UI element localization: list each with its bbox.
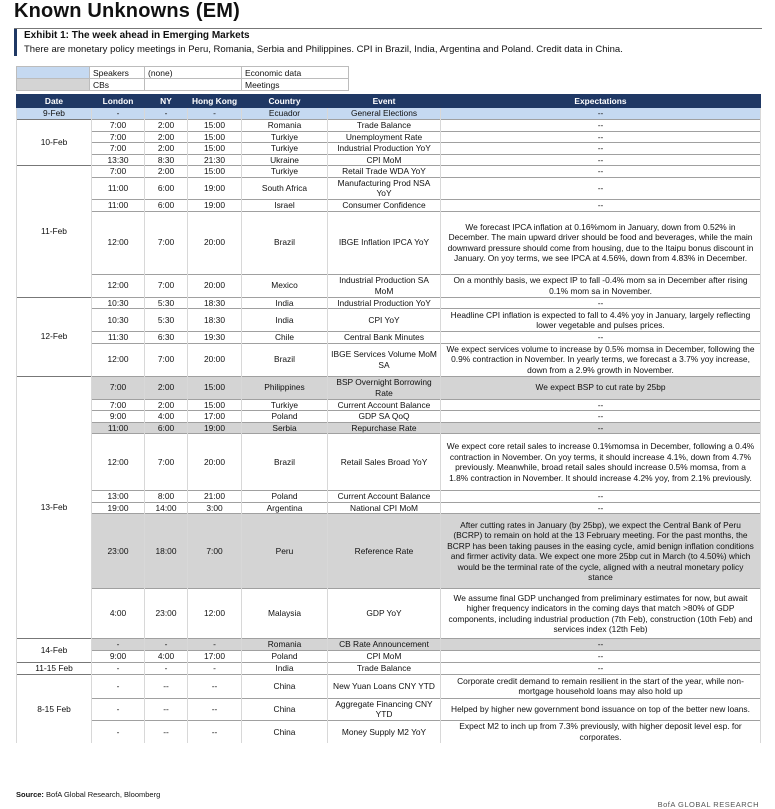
- table-row: [17, 120, 761, 132]
- event-cell: Industrial Production YoY: [328, 297, 441, 309]
- country-cell: Poland: [242, 650, 328, 662]
- london-cell: 7:00: [92, 143, 145, 155]
- exhibit-accent-bar: [14, 29, 17, 56]
- ny-cell: 2:00: [145, 376, 188, 399]
- date-cell: 10-Feb: [17, 120, 92, 166]
- ny-cell: 2:00: [145, 399, 188, 411]
- country-cell: China: [242, 674, 328, 698]
- country-cell: Ecuador: [242, 108, 328, 120]
- country-cell: Philippines: [242, 376, 328, 399]
- ny-cell: 6:30: [145, 332, 188, 344]
- table-row: [17, 143, 761, 155]
- hong-kong-cell: 21:30: [188, 154, 242, 166]
- ny-cell: 6:00: [145, 199, 188, 211]
- ny-cell: 6:00: [145, 422, 188, 434]
- title-divider: [14, 28, 762, 29]
- source-label: Source:: [16, 790, 44, 799]
- expectations-cell: --: [441, 639, 761, 651]
- table-row: [17, 650, 761, 662]
- hong-kong-cell: 15:00: [188, 120, 242, 132]
- ny-cell: 14:00: [145, 502, 188, 514]
- date-cell: 9-Feb: [17, 108, 92, 120]
- ny-cell: 2:00: [145, 131, 188, 143]
- date-cell: 14-Feb: [17, 639, 92, 663]
- hong-kong-cell: 15:00: [188, 166, 242, 178]
- london-cell: 9:00: [92, 650, 145, 662]
- expectations-cell: --: [441, 120, 761, 132]
- expectations-cell: Helped by higher new government bond issuance on top of the better new loans.: [441, 698, 761, 720]
- country-cell: Turkiye: [242, 143, 328, 155]
- expectations-cell: Corporate credit demand to remain resilient in the start of the year, while non-mortgage household loans may also hold up: [441, 674, 761, 698]
- expectations-cell: --: [441, 199, 761, 211]
- london-cell: -: [92, 108, 145, 120]
- event-cell: General Elections: [328, 108, 441, 120]
- ny-cell: 7:00: [145, 434, 188, 491]
- expectations-cell: --: [441, 422, 761, 434]
- date-cell: 8-15 Feb: [17, 674, 92, 743]
- table-row: [17, 177, 761, 199]
- hong-kong-cell: -: [188, 639, 242, 651]
- table-row: [17, 297, 761, 309]
- london-cell: 10:30: [92, 309, 145, 332]
- hong-kong-cell: 15:00: [188, 131, 242, 143]
- date-cell: 11-15 Feb: [17, 662, 92, 674]
- country-cell: China: [242, 698, 328, 720]
- london-cell: 7:00: [92, 120, 145, 132]
- london-cell: 12:00: [92, 211, 145, 274]
- table-row: [17, 662, 761, 674]
- ny-cell: 2:00: [145, 143, 188, 155]
- expectations-cell: --: [441, 297, 761, 309]
- table-row: [17, 108, 761, 120]
- column-header-expectations: Expectations: [441, 95, 761, 108]
- expectations-cell: We expect BSP to cut rate by 25bp: [441, 376, 761, 399]
- expectations-cell: --: [441, 166, 761, 178]
- country-cell: Ukraine: [242, 154, 328, 166]
- ny-cell: 7:00: [145, 274, 188, 297]
- table-header-row: [17, 95, 761, 108]
- ny-cell: --: [145, 698, 188, 720]
- expectations-cell: --: [441, 491, 761, 503]
- event-cell: Retail Sales Broad YoY: [328, 434, 441, 491]
- london-cell: 12:00: [92, 274, 145, 297]
- column-header-date: Date: [17, 95, 92, 108]
- country-cell: Turkiye: [242, 131, 328, 143]
- event-cell: CB Rate Announcement: [328, 639, 441, 651]
- date-cell: 12-Feb: [17, 297, 92, 376]
- country-cell: Romania: [242, 120, 328, 132]
- column-header-ny: NY: [145, 95, 188, 108]
- ny-cell: 2:00: [145, 120, 188, 132]
- hong-kong-cell: 19:00: [188, 422, 242, 434]
- hong-kong-cell: 19:00: [188, 177, 242, 199]
- event-cell: IBGE Inflation IPCA YoY: [328, 211, 441, 274]
- london-cell: 13:30: [92, 154, 145, 166]
- event-cell: New Yuan Loans CNY YTD: [328, 674, 441, 698]
- expectations-cell: --: [441, 108, 761, 120]
- expectations-cell: --: [441, 650, 761, 662]
- column-header-london: London: [92, 95, 145, 108]
- exhibit-title: Exhibit 1: The week ahead in Emerging Markets: [24, 30, 250, 41]
- legend-row-speakers: [17, 67, 349, 79]
- hong-kong-cell: 21:00: [188, 491, 242, 503]
- event-cell: National CPI MoM: [328, 502, 441, 514]
- table-row: [17, 399, 761, 411]
- table-row: [17, 131, 761, 143]
- hong-kong-cell: 15:00: [188, 376, 242, 399]
- table-row: [17, 376, 761, 399]
- london-cell: 19:00: [92, 502, 145, 514]
- hong-kong-cell: 7:00: [188, 514, 242, 589]
- london-cell: 4:00: [92, 589, 145, 639]
- table-row: [17, 154, 761, 166]
- london-cell: 23:00: [92, 514, 145, 589]
- legend-speakers-label: Speakers: [90, 67, 145, 79]
- event-cell: IBGE Services Volume MoM SA: [328, 343, 441, 376]
- expectations-cell: We expect core retail sales to increase 0.1%momsa in December, following a 0.4% contraction in November. On yoy terms, it should increase 4.1%, down from 4.7% previously. Meanwhile, broad retail sales should increase 0.5% momsa, from a 1.8% contraction in November. It should increase 4.2% yoy, from 2.1% previously.: [441, 434, 761, 491]
- column-header-hong-kong: Hong Kong: [188, 95, 242, 108]
- table-row: [17, 211, 761, 274]
- event-cell: Trade Balance: [328, 662, 441, 674]
- exhibit-subtitle: There are monetary policy meetings in Peru, Romania, Serbia and Philippines. CPI in Brazil, India, Argentina and Poland. Credit data in China.: [24, 44, 623, 55]
- london-cell: -: [92, 720, 145, 743]
- ny-cell: 6:00: [145, 177, 188, 199]
- table-row: [17, 422, 761, 434]
- event-cell: Manufacturing Prod NSA YoY: [328, 177, 441, 199]
- london-cell: 12:00: [92, 434, 145, 491]
- london-cell: -: [92, 674, 145, 698]
- event-cell: Industrial Production YoY: [328, 143, 441, 155]
- table-row: [17, 502, 761, 514]
- event-cell: GDP YoY: [328, 589, 441, 639]
- table-row: [17, 491, 761, 503]
- london-cell: 11:00: [92, 422, 145, 434]
- country-cell: Chile: [242, 332, 328, 344]
- expectations-cell: Expect M2 to inch up from 7.3% previously, with higher deposit level esp. for corporates.: [441, 720, 761, 743]
- country-cell: Serbia: [242, 422, 328, 434]
- ny-cell: --: [145, 674, 188, 698]
- hong-kong-cell: 18:30: [188, 297, 242, 309]
- legend-cbs-label: CBs: [90, 79, 145, 91]
- london-cell: 10:30: [92, 297, 145, 309]
- event-cell: Unemployment Rate: [328, 131, 441, 143]
- event-cell: CPI MoM: [328, 154, 441, 166]
- country-cell: India: [242, 309, 328, 332]
- expectations-cell: We forecast IPCA inflation at 0.16%mom in January, down from 0.52% in December. The main upward driver should be food and beverages, while the main downward pressure should come from housing, due to the Itaipu bonus discount in January. On yoy terms, we see IPCA at 4.56%, down from 4.83% in December.: [441, 211, 761, 274]
- london-cell: 7:00: [92, 131, 145, 143]
- table-row: [17, 343, 761, 376]
- legend-row-cbs: [17, 79, 349, 91]
- expectations-cell: --: [441, 131, 761, 143]
- table-row: [17, 309, 761, 332]
- country-cell: Brazil: [242, 211, 328, 274]
- london-cell: 11:00: [92, 177, 145, 199]
- expectations-cell: --: [441, 143, 761, 155]
- london-cell: 7:00: [92, 166, 145, 178]
- country-cell: Brazil: [242, 434, 328, 491]
- hong-kong-cell: -: [188, 108, 242, 120]
- event-cell: Central Bank Minutes: [328, 332, 441, 344]
- table-row: [17, 639, 761, 651]
- country-cell: Israel: [242, 199, 328, 211]
- legend-meetings-label: Meetings: [242, 79, 349, 91]
- ny-cell: 18:00: [145, 514, 188, 589]
- calendar-table: [16, 94, 761, 743]
- hong-kong-cell: --: [188, 698, 242, 720]
- source-note: [16, 790, 160, 799]
- event-cell: Industrial Production SA MoM: [328, 274, 441, 297]
- hong-kong-cell: 15:00: [188, 399, 242, 411]
- date-cell: 13-Feb: [17, 376, 92, 639]
- ny-cell: -: [145, 639, 188, 651]
- hong-kong-cell: 17:00: [188, 650, 242, 662]
- ny-cell: -: [145, 662, 188, 674]
- event-cell: Trade Balance: [328, 120, 441, 132]
- ny-cell: 2:00: [145, 166, 188, 178]
- expectations-cell: On a monthly basis, we expect IP to fall -0.4% mom sa in December after rising 0.1% mom sa in November.: [441, 274, 761, 297]
- country-cell: Mexico: [242, 274, 328, 297]
- hong-kong-cell: -: [188, 662, 242, 674]
- ny-cell: 8:30: [145, 154, 188, 166]
- expectations-cell: --: [441, 177, 761, 199]
- hong-kong-cell: 20:00: [188, 211, 242, 274]
- event-cell: Repurchase Rate: [328, 422, 441, 434]
- london-cell: 13:00: [92, 491, 145, 503]
- london-cell: 11:00: [92, 199, 145, 211]
- table-row: [17, 698, 761, 720]
- country-cell: Brazil: [242, 343, 328, 376]
- table-row: [17, 166, 761, 178]
- ny-cell: 5:30: [145, 309, 188, 332]
- column-header-event: Event: [328, 95, 441, 108]
- hong-kong-cell: 19:30: [188, 332, 242, 344]
- london-cell: 12:00: [92, 343, 145, 376]
- london-cell: 9:00: [92, 411, 145, 423]
- expectations-cell: --: [441, 662, 761, 674]
- expectations-cell: --: [441, 332, 761, 344]
- ny-cell: -: [145, 108, 188, 120]
- legend-swatch-speakers: [17, 67, 90, 79]
- ny-cell: 7:00: [145, 343, 188, 376]
- hong-kong-cell: 3:00: [188, 502, 242, 514]
- country-cell: Romania: [242, 639, 328, 651]
- ny-cell: 23:00: [145, 589, 188, 639]
- expectations-cell: --: [441, 154, 761, 166]
- table-row: [17, 674, 761, 698]
- table-row: [17, 589, 761, 639]
- hong-kong-cell: 18:30: [188, 309, 242, 332]
- london-cell: -: [92, 639, 145, 651]
- hong-kong-cell: 15:00: [188, 143, 242, 155]
- hong-kong-cell: --: [188, 674, 242, 698]
- table-row: [17, 411, 761, 423]
- expectations-cell: --: [441, 399, 761, 411]
- table-row: [17, 199, 761, 211]
- ny-cell: 5:30: [145, 297, 188, 309]
- hong-kong-cell: 19:00: [188, 199, 242, 211]
- expectations-cell: Headline CPI inflation is expected to fall to 4.4% yoy in January, largely reflecting lower vegetable and pulses prices.: [441, 309, 761, 332]
- london-cell: -: [92, 698, 145, 720]
- ny-cell: --: [145, 720, 188, 743]
- ny-cell: 4:00: [145, 411, 188, 423]
- legend-swatch-cbs: [17, 79, 90, 91]
- country-cell: China: [242, 720, 328, 743]
- event-cell: GDP SA QoQ: [328, 411, 441, 423]
- country-cell: Malaysia: [242, 589, 328, 639]
- country-cell: Turkiye: [242, 399, 328, 411]
- legend-cbs-value: [145, 79, 242, 91]
- event-cell: Consumer Confidence: [328, 199, 441, 211]
- london-cell: -: [92, 662, 145, 674]
- event-cell: Current Account Balance: [328, 491, 441, 503]
- country-cell: Peru: [242, 514, 328, 589]
- country-cell: India: [242, 297, 328, 309]
- country-cell: South Africa: [242, 177, 328, 199]
- event-cell: Retail Trade WDA YoY: [328, 166, 441, 178]
- date-cell: 11-Feb: [17, 166, 92, 298]
- brand-footer: BofA GLOBAL RESEARCH: [657, 800, 759, 809]
- legend-table: [16, 66, 349, 91]
- ny-cell: 7:00: [145, 211, 188, 274]
- country-cell: Poland: [242, 411, 328, 423]
- country-cell: Argentina: [242, 502, 328, 514]
- event-cell: Money Supply M2 YoY: [328, 720, 441, 743]
- event-cell: Reference Rate: [328, 514, 441, 589]
- table-row: [17, 434, 761, 491]
- hong-kong-cell: 20:00: [188, 274, 242, 297]
- event-cell: Aggregate Financing CNY YTD: [328, 698, 441, 720]
- event-cell: Current Account Balance: [328, 399, 441, 411]
- country-cell: Poland: [242, 491, 328, 503]
- event-cell: CPI YoY: [328, 309, 441, 332]
- page-title: Known Unknowns (EM): [14, 0, 240, 22]
- table-row: [17, 332, 761, 344]
- expectations-cell: We assume final GDP unchanged from preliminary estimates for now, but await higher frequency indicators in the coming days that match >80% of GDP components, including industrial production (7th Feb), construction (10th Feb) and services index (12th Feb): [441, 589, 761, 639]
- hong-kong-cell: --: [188, 720, 242, 743]
- expectations-cell: After cutting rates in January (by 25bp), we expect the Central Bank of Peru (BCRP) to remain on hold at the 13 February meeting. For the past months, the BCRP has been taking pauses in the easing cycle, amid benign inflation conditions and firmer activity data. We expect one more 25bp cut in March (to 4.50%) which would be the terminal rate of the cycle, aligned with a neutral monetary policy stance: [441, 514, 761, 589]
- london-cell: 11:30: [92, 332, 145, 344]
- legend-economic-label: Economic data: [242, 67, 349, 79]
- london-cell: 7:00: [92, 376, 145, 399]
- column-header-country: Country: [242, 95, 328, 108]
- expectations-cell: --: [441, 411, 761, 423]
- hong-kong-cell: 17:00: [188, 411, 242, 423]
- ny-cell: 4:00: [145, 650, 188, 662]
- expectations-cell: --: [441, 502, 761, 514]
- hong-kong-cell: 20:00: [188, 434, 242, 491]
- event-cell: BSP Overnight Borrowing Rate: [328, 376, 441, 399]
- hong-kong-cell: 12:00: [188, 589, 242, 639]
- event-cell: CPI MoM: [328, 650, 441, 662]
- country-cell: Turkiye: [242, 166, 328, 178]
- ny-cell: 8:00: [145, 491, 188, 503]
- country-cell: India: [242, 662, 328, 674]
- table-row: [17, 720, 761, 743]
- table-row: [17, 514, 761, 589]
- source-text: BofA Global Research, Bloomberg: [46, 790, 161, 799]
- expectations-cell: We expect services volume to increase by 0.5% momsa in December, following the 0.9% contraction in November. In yearly terms, we forecast a 3.7% yoy increase, down from a 2.9% growth in November.: [441, 343, 761, 376]
- london-cell: 7:00: [92, 399, 145, 411]
- hong-kong-cell: 20:00: [188, 343, 242, 376]
- legend-speakers-value: (none): [145, 67, 242, 79]
- table-row: [17, 274, 761, 297]
